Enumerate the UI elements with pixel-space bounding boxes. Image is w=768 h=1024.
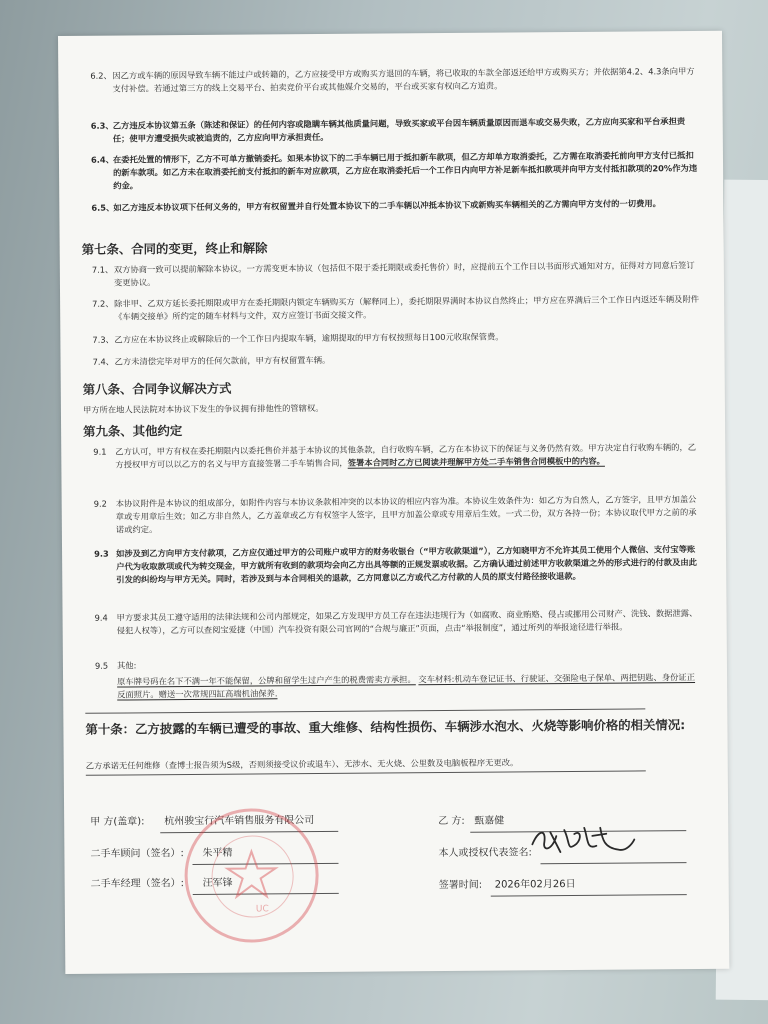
clause-6-5 — [91, 197, 699, 213]
clause-text: 原车牌号码在名下不满一年不能保留，公牌和留学生过户产生的税费需卖方承担。 — [117, 674, 416, 687]
svg-text:UC: UC — [255, 904, 269, 915]
section-8-text: 甲方所在地人民法院对本协议下发生的争议拥有排他性的管辖权。 — [82, 402, 324, 415]
section-10-text: 乙方承诺无任何维修（查博士报告须为S级，否则须接受议价或退车）、无涉水、无火烧、公里数及电脑板程序无更改。 — [85, 757, 519, 771]
clause-text: 乙方认可，甲方有权在委托期限内以委托售价并基于本协议的其他条款，自行收购车辆，乙方在本协议下的保证与义务仍然有效。甲方决定自行收购车辆的，乙方授权甲方可以以乙方的名义与甲方直接签署二手车销售合同， — [115, 442, 697, 470]
clause-text: 如乙方违反本协议项下任何义务的，甲方有权留置并自行处置本协议下的二手车辆以冲抵本协议下或新购买车辆相关的乙方需向甲方支付的一切费用。 — [113, 198, 661, 213]
clause-6-3 — [90, 115, 699, 144]
sign-time-line — [491, 894, 687, 897]
clause-text-emphasis: 签署本合同时乙方已阅读并理解甲方处二手车销售合同模板中的内容。 — [347, 455, 605, 468]
clause-9-4 — [94, 607, 703, 636]
party-a-label: 甲 方(盖章): — [90, 816, 145, 828]
clause-number: 7.3、 — [92, 334, 114, 345]
clause-number: 9.1 — [93, 446, 107, 457]
manager-value: 汪军锋 — [202, 877, 233, 889]
clause-9-3 — [94, 543, 702, 585]
clause-number: 9.3 — [94, 548, 109, 559]
clause-6-2 — [90, 65, 698, 94]
clause-7-4 — [92, 351, 701, 367]
clause-9-5 — [94, 655, 703, 671]
consultant-label: 二手车顾问（签名）: — [90, 848, 184, 860]
clause-text: 乙方违反本协议第五条（陈述和保证）的任何内容或隐瞒车辆其他质量问题，导致买家或平台因车辆质量原因而退车或交易失败，乙方应向买家和平台承担责任；使甲方遭受损失或被追责的，乙方应向甲方承担责任。 — [112, 116, 686, 144]
section-7-title: 第七条、合同的变更，终止和解除 — [81, 240, 268, 257]
clause-number: 7.4、 — [92, 356, 115, 367]
section-8-title: 第八条、合同争议解决方式 — [82, 380, 232, 397]
sign-time-label: 签署时间: — [438, 879, 483, 892]
clause-9-1 — [93, 441, 701, 470]
clause-7-2 — [92, 293, 700, 322]
clause-number: 6.5、 — [91, 202, 115, 213]
section-10-title: 第十条：乙方披露的车辆已遭受的事故、重大维修、结构性损伤、车辆涉水泡水、火烧等影响价格的相关情况: — [85, 717, 686, 737]
clause-7-1 — [91, 259, 700, 288]
clause-text: 因乙方或车辆的原因导致车辆不能过户或转籍的，乙方应接受甲方或购买方退回的车辆，将已收取的车款全部返还给甲方或购买方；并依据第4.2、4.3条向甲方支付补偿。若通过第三方的线上交易平台、拍卖竞价平台或其他媒介交易的，平台或买家有权向乙方追责。 — [112, 66, 695, 94]
company-seal — [184, 808, 319, 943]
clause-text: 如涉及到乙方向甲方支付款项，乙方应仅通过甲方的公司账户或甲方的财务收银台（“甲方收款渠道”），乙方知晓甲方不允许其员工使用个人微信、支付宝等账户代为收取款项或代为转交现金，甲方就所有收到的款项均会向乙方出具等额的正规发票或收据。乙方确认通过前述甲方收款渠道之外的形式进行的付款及由此引发的纠纷均与甲方无关。同时，若涉及到与本合同相关的退款，乙方同意以乙方或代乙方付款的人员的原支付路径接收退款。 — [116, 544, 697, 585]
seal-star-icon — [187, 811, 316, 940]
clause-text: 本协议附件是本协议的组成部分，如附件内容与本协议条款相冲突的以本协议的相应内容为准。本协议生效条件为：如乙方为自然人，乙方签字，且甲方加盖公章或专用章后生效；如乙方非自然人，乙方盖章或乙方有权签字人签字，且甲方加盖公章或专用章后生效。一式二份，双方各持一份；本协议取代甲方之前的承诺或约定。 — [115, 494, 697, 535]
clause-number: 6.2、 — [90, 70, 112, 81]
clause-number: 6.4、 — [90, 154, 115, 165]
section-9-title: 第九条、其他约定 — [83, 423, 183, 439]
manager-label: 二手车经理（签名）: — [90, 878, 185, 890]
rep-signature-line — [541, 862, 687, 864]
clause-9-2 — [93, 493, 702, 535]
contract-page — [58, 31, 729, 974]
clause-label: 其他: — [116, 660, 137, 671]
party-b-label: 乙 方: — [438, 815, 465, 828]
rep-signature-label: 本人或授权代表签名: — [438, 847, 532, 860]
clause-number: 9.2 — [93, 498, 107, 509]
party-a-value: 杭州骏宝行汽车销售服务有限公司 — [164, 815, 315, 828]
clause-text: 双方协商一致可以提前解除本协议。一方需变更本协议（包括但不限于委托期限或委托售价）时，应提前五个工作日以书面形式通知对方，征得对方同意后签订变更协议。 — [113, 260, 695, 288]
party-b-value: 甄嘉健 — [474, 815, 505, 827]
handwritten-signature — [526, 821, 636, 860]
consultant-value: 朱平精 — [202, 847, 233, 859]
clause-text: 在委托处置的情形下，乙方不可单方撤销委托。如果本协议下的二手车辆已用于抵扣新车款项，但乙方却单方取消委托，乙方需在取消委托前向甲方支付已抵扣的新车款项。如乙方未在取消委托前支付抵扣的新车对应款项，乙方应在取消委托后一个工作日内向甲方补足新车抵扣款项并向甲方支付抵扣款项的20%作为违约金。 — [112, 150, 698, 191]
clause-text: 甲方要求其员工遵守适用的法律法规和公司内部规定，如果乙方发现甲方员工存在违法违规行为（如腐败、商业贿赂、侵占或挪用公司财产、洗钱、数据泄露、侵犯人权等），乙方可以查阅宝爱捷（中国）汽车投资有限公司官网的“合规与廉正”页面，点击“举报制度”，通过所列的举报途径进行举报。 — [116, 607, 698, 636]
clause-text: 除非甲、乙双方延长委托期限或甲方在委托期限内锁定车辆购买方（解释同上），委托期限界满时本协议自然终止；甲方应在界满后三个工作日内返还车辆及附件《车辆交接单》所约定的随车材料与文件，双方应签订书面交接文件。 — [114, 293, 700, 322]
clause-number: 7.1、 — [91, 264, 114, 275]
clause-number: 6.3、 — [90, 120, 114, 131]
clause-number: 9.5 — [94, 660, 109, 671]
clause-number: 9.4 — [94, 612, 108, 623]
divider-line — [85, 708, 645, 713]
sign-time-value: 2026年02月26日 — [494, 878, 576, 891]
clause-7-3 — [92, 329, 700, 345]
clause-text: 交车材料:机动车登记证书、行驶证、交强险电子保单、两把钥匙、身份证正反面照片。赠送一次常规四缸高端机油保养. — [117, 672, 696, 700]
clause-number: 7.2、 — [92, 298, 114, 309]
clause-6-4 — [90, 149, 699, 191]
clause-text: 乙方应在本协议终止或解除后的一个工作日内提取车辆，逾期提取的甲方有权按照每日100元收取保管费。 — [114, 331, 504, 345]
clause-text: 乙方未清偿完毕对甲方的任何欠款前，甲方有权留置车辆。 — [114, 354, 331, 367]
